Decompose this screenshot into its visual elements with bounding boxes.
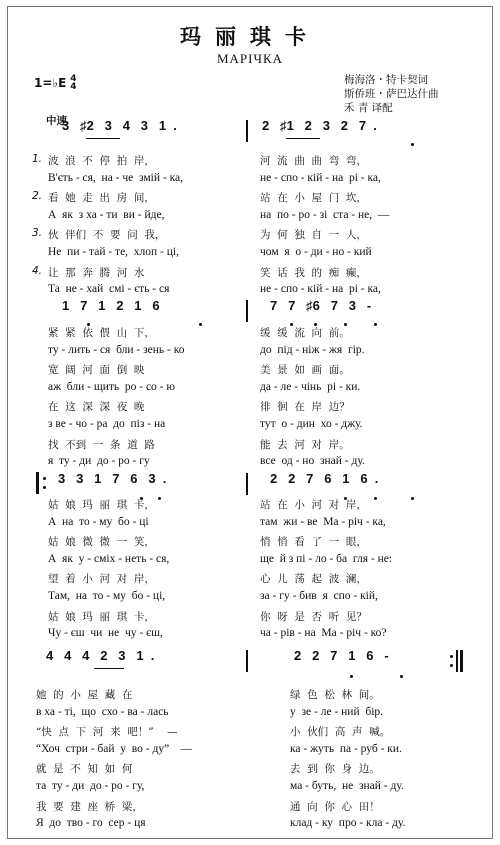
verse-number: 3. (32, 227, 43, 240)
notes-measure-7: 4 4 4 2 3 1 . (46, 648, 155, 663)
lyric-ukrainian: А як у - сміх - неть - ся, (48, 552, 170, 565)
time-signature (70, 75, 76, 91)
tempo-marking: 中速 (46, 115, 67, 127)
lyric-ukrainian: ту - лить - ся бли - зень - ко (48, 343, 185, 356)
lyric-chinese: 姑 娘 微 微 一 笑， (48, 536, 155, 549)
low-octave-dot (199, 323, 202, 326)
lyric-chinese: 去 到 你 身 边。 (290, 763, 380, 776)
notes-measure-8: 2 2 7 1 6 - (294, 648, 389, 663)
lyric-ukrainian: з ве - чо - ра до піз - на (48, 418, 166, 430)
meter-bottom: 4 (70, 82, 77, 92)
lyric-ukrainian: Я до тво - го сер - ця (36, 817, 146, 830)
lyric-ukrainian: Чу - єш чи не чу - єш, (48, 627, 163, 640)
lyric-ukrainian: ще й з пі - ло - ба гля - не: (260, 552, 393, 565)
lyric-ukrainian: Не пи - тай - те, хлоп - ці, (48, 246, 180, 258)
lyric-ukrainian: за - гу - бив я спо - кій, (260, 590, 378, 602)
lyric-ukrainian: А як з ха - ти ви - йде, (48, 208, 165, 221)
lyric-chinese: 通 向 你 心 田！ (290, 800, 380, 813)
lyric-chinese: 美 景 如 画 面。 (260, 364, 350, 377)
lyric-ukrainian: тут о - дин хо - джу. (260, 418, 363, 430)
notes-measure-1: 3 ♯2 3 4 3 1 . (62, 118, 177, 133)
lyric-chinese: 为 何 独 自 一 人， (260, 229, 367, 242)
low-octave-dot (400, 675, 403, 678)
sheet-music-page (7, 6, 493, 839)
repeat-start-barline (36, 472, 39, 494)
lyric-ukrainian: там жи - ве Ма - річ - ка, (260, 515, 386, 528)
lyric-ukrainian: В'єть - ся, на - че змій - ка, (48, 171, 184, 184)
lyric-ukrainian: у зе - ле - ний бір. (290, 705, 384, 718)
beam (94, 668, 124, 669)
lyric-chinese: 望 着 小 河 对 岸， (48, 573, 155, 586)
low-octave-dot (411, 497, 414, 500)
lyric-ukrainian: Там, на то - му бо - ці, (48, 590, 166, 602)
lyric-ukrainian: я ту - ди до - ро - гу (48, 455, 150, 468)
lyric-ukrainian: ча - рів - на Ма - річ - ко? (260, 627, 387, 640)
low-octave-dot (374, 497, 377, 500)
lyric-chinese: 你 呀 是 否 听 见？ (260, 610, 367, 623)
lyric-chinese: 宽 阔 河 面 倒 映 (48, 364, 145, 377)
lyric-ukrainian: не - спо - кій - на рі - ка, (260, 171, 381, 184)
lyric-ukrainian: та ту - ди до - ро - гу, (36, 780, 145, 792)
repeat-dot (43, 486, 46, 489)
key-signature (34, 75, 77, 91)
lyric-ukrainian: ка - жуть па - руб - ки. (290, 742, 402, 755)
barline (246, 300, 248, 322)
lyric-chinese: 姑 娘 玛 丽 琪 卡， (48, 610, 155, 623)
lyric-ukrainian: “Хоч стри - бай у во - ду” — (36, 742, 193, 755)
lyricist-credit: 梅海洛・特卡契词 (344, 74, 428, 86)
lyric-chinese: 看 她 走 出 房 间， (48, 192, 155, 205)
lyric-chinese: 能 去 河 对 岸。 (260, 438, 350, 451)
low-octave-dot (350, 675, 353, 678)
notes-measure-3: 1 7 1 2 1 6 (62, 298, 160, 313)
song-subtitle: МАРІЧКА (216, 51, 283, 66)
lyric-ukrainian: на по - ро - зі ста - не, — (260, 208, 390, 221)
lyric-chinese: 站 在 小 屋 门 坎， (260, 192, 367, 205)
notes-measure-2: 2 ♯1 2 3 2 7 . (262, 118, 377, 133)
lyric-ukrainian: все од - но знай - ду. (260, 455, 365, 468)
lyric-chinese: “快 点 下 河 来 吧！” — (36, 726, 178, 739)
lyric-ukrainian: да - ле - чінь рі - ки. (260, 380, 361, 393)
lyric-ukrainian: аж бли - щить ро - со - ю (48, 380, 175, 393)
lyric-ukrainian: ма - буть, не знай - ду. (290, 780, 404, 792)
verse-number: 2. (32, 190, 43, 203)
lyric-ukrainian: клад - ку про - кла - ду. (290, 817, 406, 830)
repeat-end-thin-barline (456, 650, 458, 672)
lyric-chinese: 姑 娘 玛 丽 琪 卡， (48, 499, 155, 511)
lyric-chinese: 心 儿 荡 起 波 澜， (260, 573, 367, 586)
composer-credit: 斯侨班・萨巴达什曲 (344, 88, 439, 100)
credits (344, 73, 439, 115)
lyric-chinese: 悄 悄 看 了 一 眼， (260, 536, 367, 549)
lyric-ukrainian: не - спо - кій - на рі - ка, (260, 283, 381, 296)
repeat-dot (43, 477, 46, 480)
lyric-ukrainian: в ха - ті, що схо - ва - лась (36, 705, 169, 718)
beam (86, 138, 120, 139)
lyric-chinese: 小 伙们 高 声 喊。 (290, 726, 391, 739)
barline (246, 650, 248, 672)
repeat-end-barline (460, 650, 463, 672)
key-label: 1=♭E (34, 76, 67, 90)
lyric-chinese: 河 流 曲 曲 弯 弯， (260, 155, 367, 167)
barline (246, 120, 248, 142)
notes-measure-4: 7 7 ♯6 7 3 - (270, 298, 372, 313)
repeat-dot (450, 655, 453, 658)
low-octave-dot (374, 323, 377, 326)
lyric-chinese: 波 浪 不 停 拍 岸， (48, 155, 155, 167)
lyric-chinese: 她 的 小 屋 藏 在 (36, 689, 133, 701)
low-octave-dot (411, 143, 414, 146)
verse-number: 4. (32, 264, 43, 277)
lyric-chinese: 伙 伴们 不 要 问 我， (48, 229, 166, 242)
lyric-chinese: 我 要 建 座 桥 梁， (36, 800, 143, 813)
lyric-chinese: 紧 紧 依 偎 山 下， (48, 327, 155, 339)
low-octave-dot (158, 497, 161, 500)
song-title: 玛丽琪卡 (180, 24, 320, 49)
lyric-chinese: 缓 缓 流 向 前。 (260, 327, 350, 339)
lyric-chinese: 绿 色 松 林 间。 (290, 689, 380, 701)
lyric-ukrainian: чом я о - ди - но - кий (260, 246, 372, 258)
notes-measure-5: 3 3 1 7 6 3 . (58, 471, 167, 486)
verse-number: 1. (32, 153, 43, 165)
lyric-ukrainian: Та не - хай смі - єть - ся (48, 283, 170, 296)
lyric-chinese: 徘 徊 在 岸 边？ (260, 401, 350, 414)
notes-measure-6: 2 2 7 6 1 6 . (270, 471, 379, 486)
lyric-chinese: 在 这 深 深 夜 晚 (48, 401, 145, 414)
lyric-chinese: 就 是 不 知 如 何 (36, 763, 133, 776)
lyric-chinese: 站 在 小 河 对 岸， (260, 499, 367, 511)
lyric-ukrainian: А на то - му бо - ці (48, 515, 149, 528)
translator-credit: 禾 青 译配 (344, 102, 393, 114)
lyric-chinese: 笑 话 我 的 痴 癫， (260, 266, 367, 279)
repeat-dot (450, 664, 453, 667)
lyric-ukrainian: до під - ніж - жя гір. (260, 343, 365, 356)
lyric-chinese: 找 不到 一 条 道 路 (48, 438, 155, 451)
lyric-chinese: 让 那 奔 腾 河 水 (48, 266, 145, 279)
beam (286, 138, 320, 139)
meter-top: 4 (70, 74, 77, 84)
barline (246, 473, 248, 495)
